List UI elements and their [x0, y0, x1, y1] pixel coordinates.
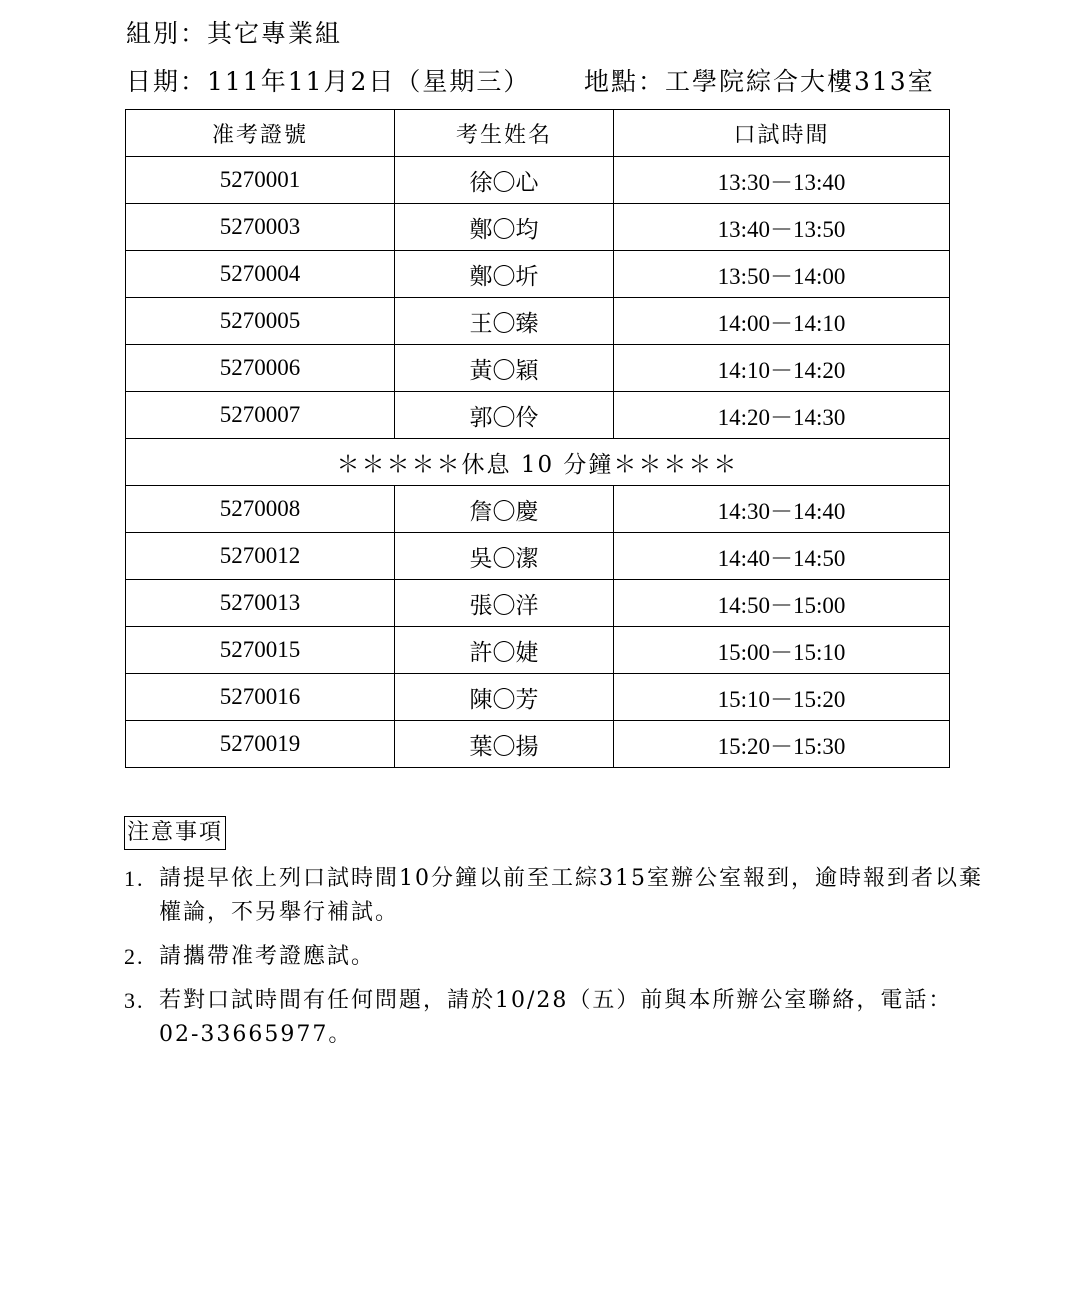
note-text: 請提早依上列口試時間10分鐘以前至工綜315室辦公室報到，逾時報到者以棄權論，不另舉行補試。	[159, 866, 983, 925]
cell-interview-time: 14:00－14:10	[614, 298, 950, 345]
cell-candidate-name: 張〇洋	[395, 580, 614, 627]
cell-candidate-name: 鄭〇圻	[395, 251, 614, 298]
table-row	[126, 157, 950, 204]
cell-interview-time: 15:10－15:20	[614, 674, 950, 721]
cell-exam-id: 5270008	[126, 486, 395, 533]
cell-exam-id: 5270015	[126, 627, 395, 674]
note-marker: 3.	[124, 988, 145, 1013]
cell-exam-id: 5270012	[126, 533, 395, 580]
group-label: 組別：其它專業組	[126, 19, 343, 48]
table-row	[126, 580, 950, 627]
cell-exam-id: 5270013	[126, 580, 395, 627]
cell-candidate-name: 郭〇伶	[395, 392, 614, 439]
table-row	[126, 204, 950, 251]
table-row	[126, 721, 950, 768]
table-row	[126, 674, 950, 721]
table-row	[126, 392, 950, 439]
cell-exam-id: 5270019	[126, 721, 395, 768]
cell-exam-id: 5270006	[126, 345, 395, 392]
cell-candidate-name: 許〇婕	[395, 627, 614, 674]
location-label: 地點：工學院綜合大樓313室	[584, 67, 935, 96]
cell-interview-time: 14:30－14:40	[614, 486, 950, 533]
break-label: ＊＊＊＊＊休息 10 分鐘＊＊＊＊＊	[126, 439, 950, 486]
note-item	[124, 862, 984, 930]
column-header-interview-time: 口試時間	[614, 110, 950, 157]
cell-candidate-name: 徐〇心	[395, 157, 614, 204]
cell-candidate-name: 王〇臻	[395, 298, 614, 345]
cell-interview-time: 14:10－14:20	[614, 345, 950, 392]
table-row	[126, 298, 950, 345]
table-row	[126, 533, 950, 580]
note-marker: 1.	[124, 866, 145, 891]
cell-candidate-name: 詹〇慶	[395, 486, 614, 533]
table-header-row	[126, 110, 950, 157]
cell-candidate-name: 陳〇芳	[395, 674, 614, 721]
cell-candidate-name: 鄭〇均	[395, 204, 614, 251]
column-header-candidate-name: 考生姓名	[395, 110, 614, 157]
table-row	[126, 486, 950, 533]
interview-schedule-table	[125, 109, 950, 768]
cell-interview-time: 14:20－14:30	[614, 392, 950, 439]
notes-title: 注意事項	[124, 816, 226, 850]
note-text: 若對口試時間有任何問題，請於10/28（五）前與本所辦公室聯絡，電話：02-33665977。	[159, 988, 953, 1047]
cell-exam-id: 5270005	[126, 298, 395, 345]
cell-interview-time: 14:40－14:50	[614, 533, 950, 580]
column-header-exam-id: 准考證號	[126, 110, 395, 157]
cell-interview-time: 13:50－14:00	[614, 251, 950, 298]
cell-exam-id: 5270001	[126, 157, 395, 204]
cell-interview-time: 13:30－13:40	[614, 157, 950, 204]
break-row	[126, 439, 950, 486]
note-text: 請攜帶准考證應試。	[159, 944, 376, 969]
table-row	[126, 627, 950, 674]
rows-before-break	[126, 157, 950, 439]
cell-interview-time: 15:20－15:30	[614, 721, 950, 768]
cell-candidate-name: 葉〇揚	[395, 721, 614, 768]
notes-list	[124, 862, 984, 1062]
note-item	[124, 940, 984, 974]
note-item	[124, 984, 984, 1052]
cell-interview-time: 15:00－15:10	[614, 627, 950, 674]
table-row	[126, 345, 950, 392]
cell-interview-time: 13:40－13:50	[614, 204, 950, 251]
table-row	[126, 251, 950, 298]
note-marker: 2.	[124, 944, 145, 969]
cell-candidate-name: 黃〇穎	[395, 345, 614, 392]
date-label: 日期：111年11月2日（星期三）	[126, 67, 531, 96]
rows-after-break	[126, 486, 950, 768]
cell-exam-id: 5270003	[126, 204, 395, 251]
cell-exam-id: 5270016	[126, 674, 395, 721]
cell-exam-id: 5270004	[126, 251, 395, 298]
cell-exam-id: 5270007	[126, 392, 395, 439]
cell-interview-time: 14:50－15:00	[614, 580, 950, 627]
cell-candidate-name: 吳〇潔	[395, 533, 614, 580]
